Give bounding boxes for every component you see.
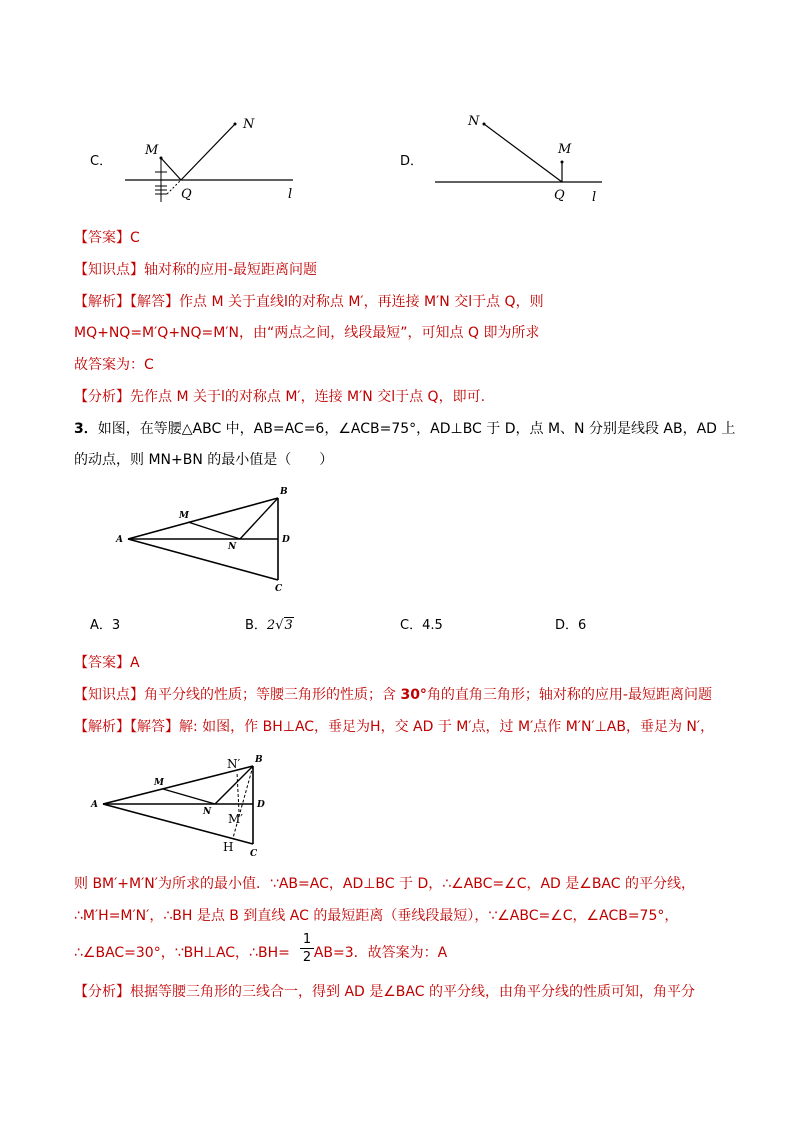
- analysis-tag: 【解析】【解答】: [74, 294, 179, 310]
- label-M: M: [558, 142, 572, 157]
- segment-AC: [128, 539, 278, 580]
- fenxi-tag: 【分析】: [74, 984, 130, 1000]
- q3-analysis-line-2: 则 BM′+M′N′为所求的最小值．∵AB=AC，AD⊥BC 于 D，∴∠ABC=∠C，AD 是∠BAC 的平分线，: [74, 876, 695, 892]
- figure-q3-triangle: [110, 480, 310, 600]
- q3-stem-line-2: 的动点，则 MN+BN 的最小值是（ ）: [74, 452, 334, 468]
- option-b-prefix: B．: [245, 618, 267, 633]
- segment-MQ: [161, 158, 181, 180]
- figure-option-c: [115, 110, 310, 205]
- label-M: M: [154, 778, 164, 788]
- analysis-tag: 【解析】【解答】: [74, 719, 179, 735]
- knowledge-tag: 【知识点】: [74, 687, 144, 703]
- answer-value: C: [130, 230, 140, 246]
- label-B: B: [255, 755, 263, 765]
- label-D: D: [257, 800, 265, 810]
- option-d-label: D．: [400, 154, 424, 169]
- analysis-text: 作点 M 关于直线l的对称点 M′，再连接 M′N 交l于点 Q，则: [179, 294, 544, 310]
- label-N: N: [468, 114, 480, 129]
- q3-stem-line-1: [74, 419, 735, 439]
- segment-MN: [188, 522, 240, 539]
- label-l: l: [288, 187, 293, 202]
- label-A: A: [91, 800, 98, 810]
- answer-tag: 【答案】: [74, 655, 130, 671]
- segment-MN: [163, 789, 215, 804]
- point-M: [160, 157, 163, 160]
- segment-AB: [128, 498, 278, 539]
- knowledge-30: 30°: [400, 687, 427, 703]
- label-N: N: [228, 542, 237, 552]
- option-b-radicand: 3: [284, 618, 293, 633]
- fenxi-text: 先作点 M 关于l的对称点 M′，连接 M′N 交l于点 Q，即可.: [130, 389, 486, 405]
- answer-value: A: [130, 655, 140, 671]
- figure-option-d: [430, 105, 610, 205]
- q2-knowledge-line: [74, 260, 317, 280]
- point-M: [561, 161, 564, 164]
- label-C: C: [250, 849, 258, 859]
- label-Q: Q: [181, 187, 192, 202]
- segment-NB: [215, 766, 253, 804]
- label-H: H: [223, 840, 234, 854]
- analysis-4a: ∴∠BAC=30°，∵BH⊥AC，∴BH=: [74, 945, 290, 961]
- option-b-coef: 2: [266, 618, 276, 633]
- figure-q3-solution: [85, 748, 285, 863]
- segment-QN: [181, 124, 235, 180]
- question-number: 3．: [74, 421, 98, 437]
- knowledge-tag: 【知识点】: [74, 262, 144, 278]
- q2-fenxi-line: [74, 387, 485, 407]
- label-A: A: [116, 535, 123, 545]
- analysis-text: 解: 如图，作 BH⊥AC，垂足为H，交 AD 于 M′点，过 M′点作 M′N′⊥AB，垂足为 N′，: [179, 719, 715, 735]
- q3-analysis-line-3: ∴M′H=M′N′，∴BH 是点 B 到直线 AC 的最短距离（垂线段最短），∵∠ABC=∠C，∠ACB=75°，: [74, 908, 679, 924]
- segment-NQ: [484, 124, 562, 182]
- segment-NB: [240, 498, 278, 539]
- radical-sign: √: [275, 618, 284, 633]
- fraction-half: [300, 932, 314, 965]
- segment-MpNp-dashed: [237, 772, 239, 812]
- segment-dashed: [167, 180, 181, 194]
- analysis-4b: AB=3．故答案为：A: [313, 945, 448, 961]
- label-Mp: M′: [228, 812, 244, 826]
- segment-AB: [103, 766, 253, 804]
- q2-analysis-line-3: 故答案为：C: [74, 357, 154, 373]
- option-b-sqrt: [267, 617, 294, 635]
- answer-tag: 【答案】: [74, 230, 130, 246]
- option-c: C．4.5: [400, 618, 443, 633]
- frac-numerator: 1: [302, 932, 312, 947]
- q2-analysis-line-1: [74, 292, 544, 312]
- q3-knowledge-line: [74, 685, 712, 705]
- option-b: [245, 617, 294, 635]
- label-M: M: [179, 511, 189, 521]
- label-Q: Q: [554, 188, 565, 203]
- q3-analysis-line-4: [74, 943, 447, 963]
- q2-answer-line: [74, 228, 140, 248]
- knowledge-part-1: 角平分线的性质；等腰三角形的性质；含: [144, 687, 401, 703]
- label-D: D: [282, 535, 290, 545]
- option-d: D．6: [555, 618, 587, 633]
- label-N: N: [203, 807, 212, 817]
- frac-denominator: 2: [302, 950, 312, 965]
- label-M: M: [145, 143, 159, 158]
- fenxi-tag: 【分析】: [74, 389, 130, 405]
- q3-answer-line: [74, 653, 140, 673]
- point-N: [234, 123, 237, 126]
- q3-fenxi-line: [74, 982, 695, 1002]
- knowledge-value: 轴对称的应用-最短距离问题: [144, 262, 318, 278]
- option-c-label: C．: [90, 154, 113, 169]
- q2-analysis-line-2: MQ+NQ=M′Q+NQ=M′N，由“两点之间，线段最短”，可知点 Q 即为所求: [74, 325, 540, 341]
- fenxi-text: 根据等腰三角形的三线合一，得到 AD 是∠BAC 的平分线，由角平分线的性质可知，角平分: [130, 984, 695, 1000]
- q3-analysis-line-1: [74, 717, 714, 737]
- point-N: [483, 123, 486, 126]
- label-Np: N′: [227, 757, 241, 771]
- label-B: B: [280, 487, 288, 497]
- knowledge-part-2: 角的直角三角形；轴对称的应用-最短距离问题: [426, 687, 712, 703]
- label-C: C: [275, 584, 283, 594]
- label-N: N: [243, 117, 255, 132]
- label-l: l: [592, 190, 597, 205]
- option-a: A．3: [90, 618, 121, 633]
- stem-text: 如图，在等腰△ABC 中，AB=AC=6，∠ACB=75°，AD⊥BC 于 D，点 M、N 分别是线段 AB，AD 上: [97, 421, 736, 437]
